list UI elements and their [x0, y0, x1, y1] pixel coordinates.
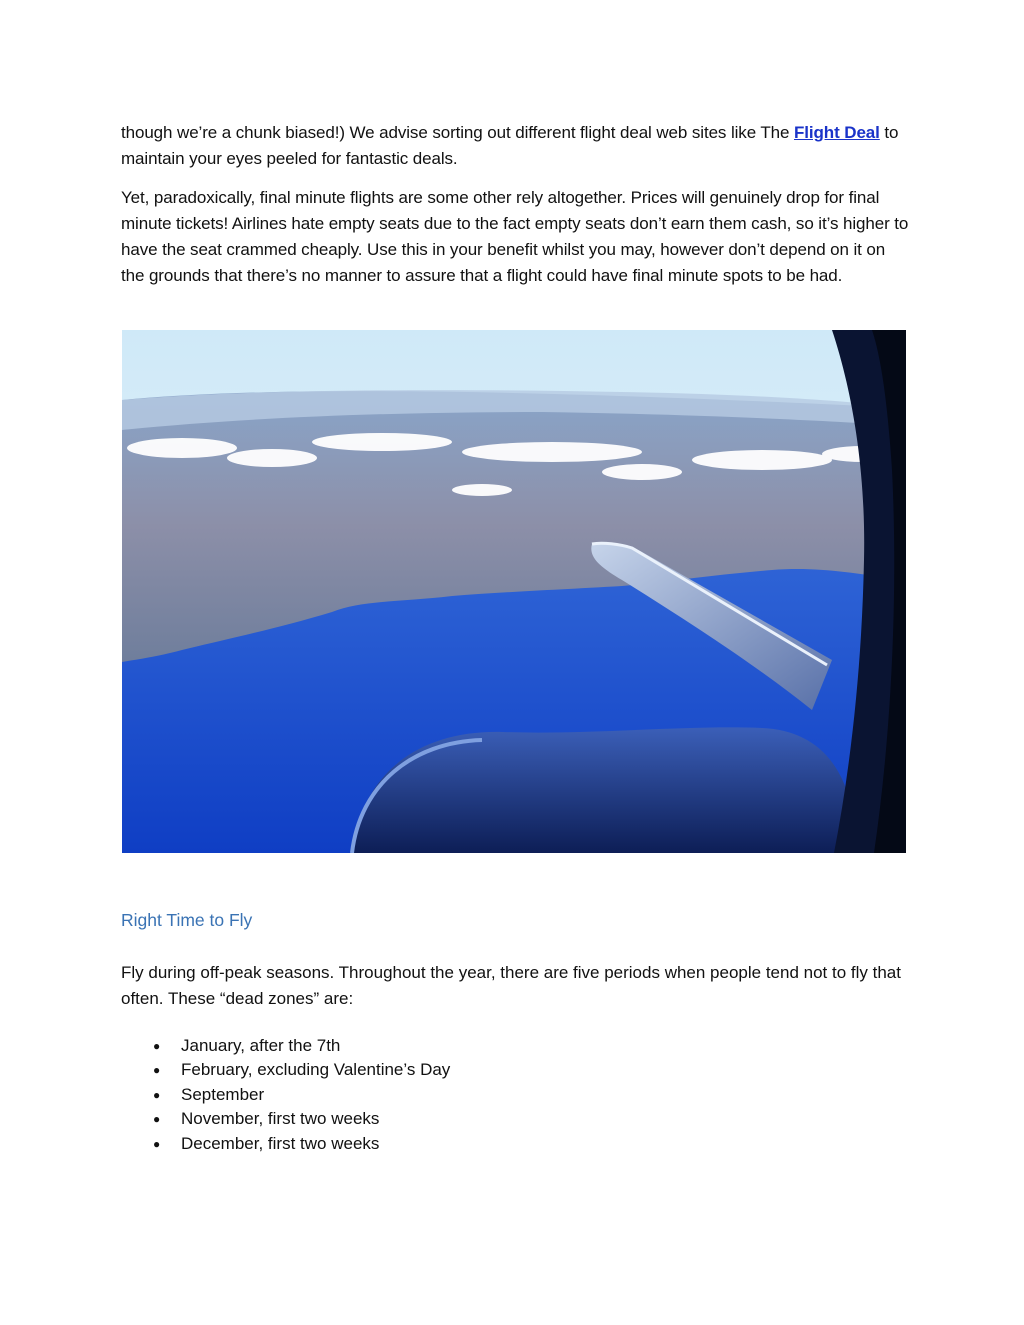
airplane-window-photo	[122, 330, 906, 853]
paragraph-1	[121, 120, 911, 173]
engine-nacelle	[352, 727, 852, 853]
list-item: ● September	[121, 1083, 450, 1107]
article-body	[121, 120, 911, 290]
airplane-window-illustration	[122, 330, 906, 853]
list-item: ● January, after the 7th	[121, 1034, 450, 1058]
flight-deal-link[interactable]: Flight Deal	[793, 123, 880, 142]
section-heading: Right Time to Fly	[121, 910, 253, 930]
paragraph-1-text-a: though we’re a chunk biased!) We advise sorting out different flight deal web sites like The	[121, 123, 794, 142]
list-item: ● December, first two weeks	[121, 1132, 450, 1156]
section-intro: Fly during off-peak seasons. Throughout the year, there are five periods when people tend not to fly that often. These “dead zones” are:	[121, 963, 901, 1009]
paragraph-1-text-b: to maintain your eyes peeled for fantastic deals.	[121, 123, 899, 169]
list-item: ● November, first two weeks	[121, 1107, 450, 1131]
dead-zones-list	[121, 1034, 450, 1156]
list-item: ● February, excluding Valentine’s Day	[121, 1058, 450, 1082]
paragraph-2: Yet, paradoxically, final minute flights are some other rely altogether. Prices will genuinely drop for final minute tickets! Airlines hate empty seats due to the fact empty seats don’t earn them cash, so it’s higher to have the seat crammed cheaply. Use this in your benefit whilst you may, however don’t depend on it on the grounds that there’s no manner to assure that a flight could have final minute spots to be had.	[121, 187, 909, 286]
